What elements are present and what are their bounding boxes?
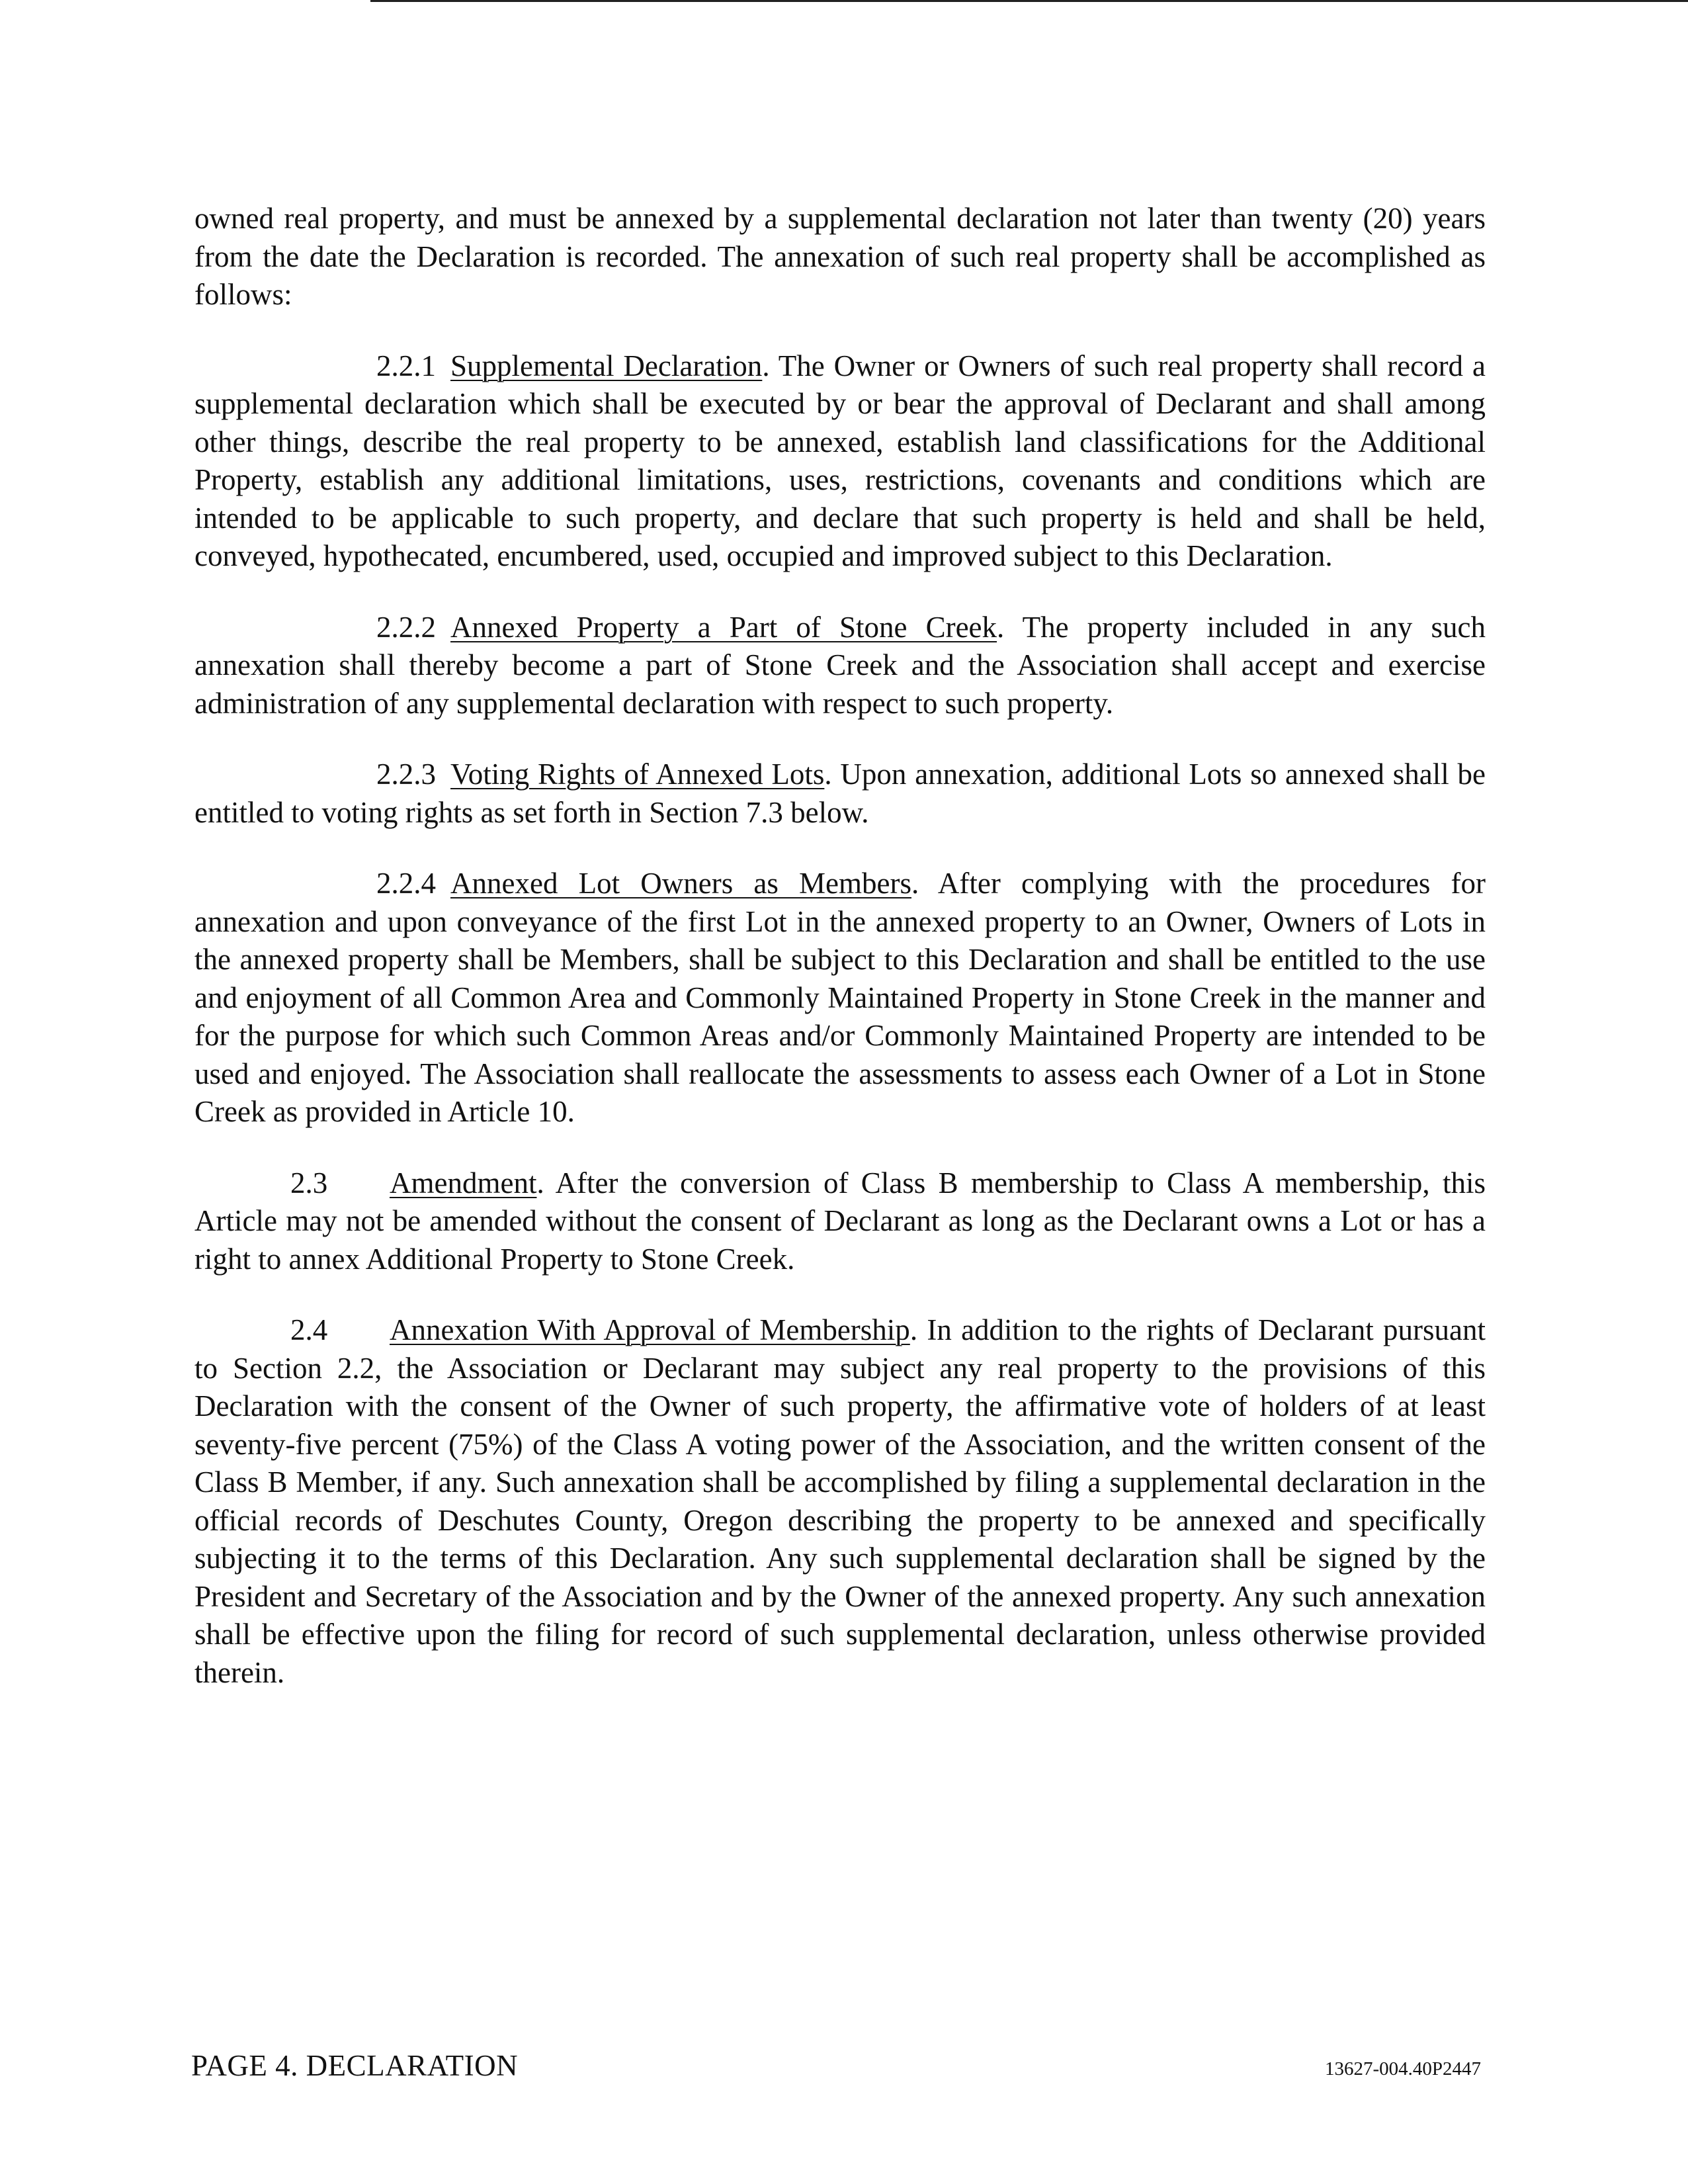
page-footer-label: PAGE 4. DECLARATION — [191, 2049, 519, 2082]
scan-top-edge — [370, 0, 1688, 2]
section-number: 2.2.2 — [376, 610, 436, 644]
section-number: 2.2.3 — [376, 758, 436, 791]
section-heading: Annexed Property a Part of Stone Creek — [450, 610, 997, 644]
section-text: . After complying with the procedures for annexation and upon conveyance of the first Lot in the annexed property to an Owner, Owners of Lots in the annexed property shall be Members, shall be subject to this Declaration and shall be entitled to the use and enjoyment of all Common Area and Commonly Maintained Property in Stone Creek in the manner and for the purpose for which such Common Areas and/or Commonly Maintained Property are intended to be used and enjoyed. The Association shall reallocate the assessments to assess each Owner of a Lot in Stone Creek as provided in Article 10. — [194, 867, 1486, 1128]
section-heading: Annexed Lot Owners as Members — [450, 867, 911, 900]
section-2-2-1 — [194, 347, 1486, 576]
section-number: 2.3 — [290, 1166, 328, 1200]
section-2-4 — [194, 1311, 1486, 1692]
document-code: 13627-004.40P2447 — [1324, 2058, 1481, 2079]
document-body — [194, 200, 1486, 1725]
section-2-2-3 — [194, 756, 1486, 832]
section-2-3 — [194, 1164, 1486, 1279]
section-text: . After the conversion of Class B membership to Class A membership, this Article may not be amended without the consent of Declarant as long as the Declarant owns a Lot or has a right to annex Additional Property to Stone Creek. — [194, 1166, 1486, 1276]
section-heading: Voting Rights of Annexed Lots — [450, 758, 825, 791]
intro-paragraph: owned real property, and must be annexed by a supplemental declaration not later than twenty (20) years from the date the Declaration is recorded. The annexation of such real property shall be accomplished as follows: — [194, 202, 1486, 311]
section-2-2-2 — [194, 609, 1486, 723]
section-text: . In addition to the rights of Declarant pursuant to Section 2.2, the Association or Declarant may subject any real property to the provisions of this Declaration with the consent of the Owner of such property, the affirmative vote of holders of at least seventy-five percent (75%) of the Class A voting power of the Association, and the written consent of the Class B Member, if any. Such annexation shall be accomplished by filing a supplemental declaration in the official records of Deschutes County, Oregon describing the property to be annexed and specifically subjecting it to the terms of this Declaration. Any such supplemental declaration shall be signed by the President and Secretary of the Association and by the Owner of the annexed property. Any such annexation shall be effective upon the filing for record of such supplemental declaration, unless otherwise provided therein. — [194, 1313, 1486, 1689]
section-number: 2.2.4 — [376, 867, 436, 900]
section-number: 2.4 — [290, 1313, 328, 1346]
section-heading: Annexation With Approval of Membership — [390, 1313, 910, 1346]
section-number: 2.2.1 — [376, 349, 436, 382]
section-2-2-4 — [194, 865, 1486, 1131]
section-text: . The Owner or Owners of such real property shall record a supplemental declaration which shall be executed by or bear the approval of Declarant and shall among other things, describe the real property to be annexed, establish land classifications for the Additional Property, establish any additional limitations, uses, restrictions, covenants and conditions which are intended to be applicable to such property, and declare that such property is held and shall be held, conveyed, hypothecated, encumbered, used, occupied and improved subject to this Declaration. — [194, 349, 1486, 572]
section-text: . The property included in any such annexation shall thereby become a part of Stone Creek and the Association shall accept and exercise administration of any supplemental declaration with respect to such property. — [194, 610, 1486, 720]
section-heading: Supplemental Declaration — [450, 349, 763, 382]
section-text: . Upon annexation, additional Lots so annexed shall be entitled to voting rights as set forth in Section 7.3 below. — [194, 758, 1486, 829]
section-heading: Amendment — [390, 1166, 537, 1200]
